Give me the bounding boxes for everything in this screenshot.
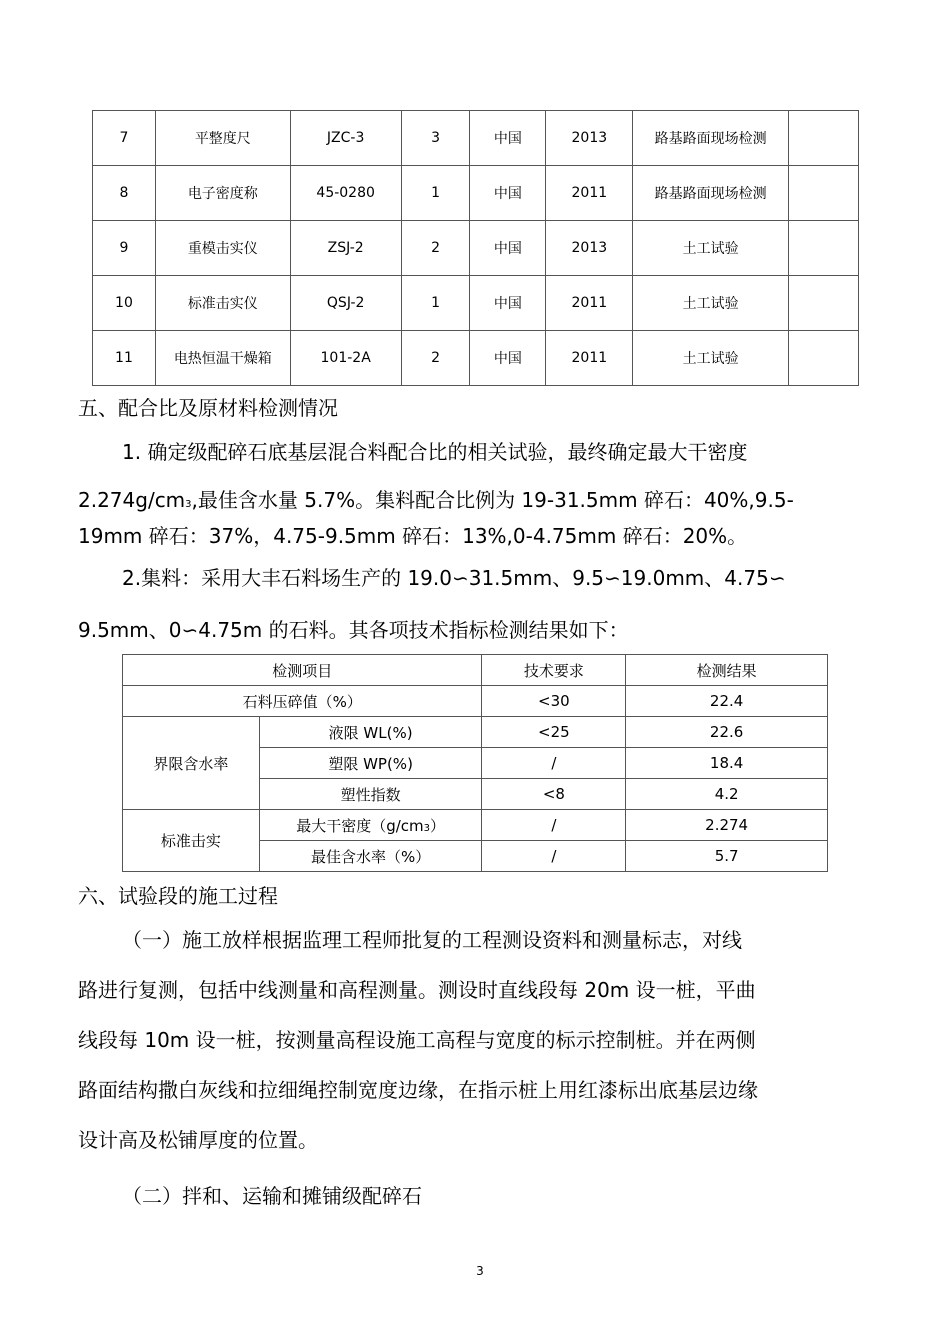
cell-model: JZC-3 [290,111,401,166]
section-6-subheading-2: （二）拌和、运输和摊铺级配碎石 [122,1184,422,1208]
cell-remark [789,111,859,166]
header-requirement: 技术要求 [482,655,626,686]
omc-req: / [482,841,626,872]
table-row [93,331,859,386]
aggregate-test-table [122,654,828,872]
cell-model: 45-0280 [290,166,401,221]
cell-origin: 中国 [470,111,546,166]
mix-ratio-text: ,最佳含水量 5.7%。集料配合比例为 19-31.5mm 碎石：40%,9.5- [191,488,794,512]
cell-qty: 1 [401,276,470,331]
cell-no: 8 [93,166,156,221]
cell-no: 11 [93,331,156,386]
density-value: 2.274g/cm [78,488,186,512]
cell-qty: 3 [401,111,470,166]
density-unit-sub: 3 [185,499,192,510]
mdd-item-close: ） [430,816,446,835]
section-6-para-line-1: （一）施工放样根据监理工程师批复的工程测设资料和测量标志，对线 [122,928,742,952]
page-number: 3 [476,1264,484,1278]
mdd-item-text: 最大干密度（g/cm [296,816,424,835]
section-5-heading: 五、配合比及原材料检测情况 [78,396,338,420]
pl-item: 塑限 WP(%) [259,748,482,779]
cell-origin: 中国 [470,221,546,276]
cell-name: 重模击实仪 [155,221,290,276]
section-5-para-2-line-2: 9.5mm、0∽4.75m 的石料。其各项技术指标检测结果如下： [78,618,629,642]
cell-remark [789,276,859,331]
table-row [123,810,828,841]
table-row [123,717,828,748]
ll-item: 液限 WL(%) [259,717,482,748]
mdd-result: 2.274 [626,810,828,841]
cell-name: 平整度尺 [155,111,290,166]
compact-group-label: 标准击实 [123,810,260,872]
section-6-heading: 六、试验段的施工过程 [78,884,278,908]
cell-year: 2011 [546,276,633,331]
crush-item: 石料压碎值（%） [123,686,482,717]
cell-year: 2013 [546,221,633,276]
ll-req: <25 [482,717,626,748]
mdd-item [259,810,482,841]
cell-model: QSJ-2 [290,276,401,331]
section-6-para-line-4: 路面结构撒白灰线和拉细绳控制宽度边缘，在指示桩上用红漆标出底基层边缘 [78,1078,758,1102]
cell-remark [789,331,859,386]
cell-use: 路基路面现场检测 [633,166,789,221]
table-row [93,111,859,166]
crush-req: <30 [482,686,626,717]
cell-origin: 中国 [470,276,546,331]
table-header-row [123,655,828,686]
header-item: 检测项目 [123,655,482,686]
mdd-unit-sub: 3 [423,822,431,834]
section-6-para-line-5: 设计高及松铺厚度的位置。 [78,1128,318,1152]
section-5-para-1-line-3: 19mm 碎石：37%，4.75-9.5mm 碎石：13%,0-4.75mm 碎石：20%。 [78,524,748,548]
cell-use: 路基路面现场检测 [633,111,789,166]
header-result: 检测结果 [626,655,828,686]
ll-result: 22.6 [626,717,828,748]
cell-no: 9 [93,221,156,276]
cell-origin: 中国 [470,331,546,386]
pi-result: 4.2 [626,779,828,810]
cell-qty: 2 [401,331,470,386]
pi-item: 塑性指数 [259,779,482,810]
cell-no: 7 [93,111,156,166]
cell-use: 土工试验 [633,276,789,331]
cell-qty: 2 [401,221,470,276]
section-5-para-1-line-2 [78,484,794,513]
limit-group-label: 界限含水率 [123,717,260,810]
cell-name: 标准击实仪 [155,276,290,331]
cell-year: 2011 [546,166,633,221]
section-6-para-line-3: 线段每 10m 设一桩，按测量高程设施工高程与宽度的标示控制桩。并在两侧 [78,1028,756,1052]
cell-remark [789,221,859,276]
cell-origin: 中国 [470,166,546,221]
section-6-para-line-2: 路进行复测，包括中线测量和高程测量。测设时直线段每 20m 设一桩，平曲 [78,978,756,1002]
cell-remark [789,166,859,221]
cell-name: 电子密度称 [155,166,290,221]
equipment-table [92,110,859,386]
cell-name: 电热恒温干燥箱 [155,331,290,386]
mdd-req: / [482,810,626,841]
pi-req: <8 [482,779,626,810]
pl-result: 18.4 [626,748,828,779]
cell-use: 土工试验 [633,331,789,386]
omc-result: 5.7 [626,841,828,872]
pl-req: / [482,748,626,779]
table-row [93,221,859,276]
crush-result: 22.4 [626,686,828,717]
cell-model: 101-2A [290,331,401,386]
cell-year: 2011 [546,331,633,386]
section-5-para-1-line-1: 1. 确定级配碎石底基层混合料配合比的相关试验，最终确定最大干密度 [122,440,748,464]
cell-no: 10 [93,276,156,331]
cell-qty: 1 [401,166,470,221]
table-row [123,686,828,717]
cell-year: 2013 [546,111,633,166]
section-5-para-2-line-1: 2.集料：采用大丰石料场生产的 19.0∽31.5mm、9.5∽19.0mm、4.75∽ [122,566,786,590]
table-row [93,166,859,221]
table-row [93,276,859,331]
omc-item: 最佳含水率（%） [259,841,482,872]
cell-use: 土工试验 [633,221,789,276]
cell-model: ZSJ-2 [290,221,401,276]
